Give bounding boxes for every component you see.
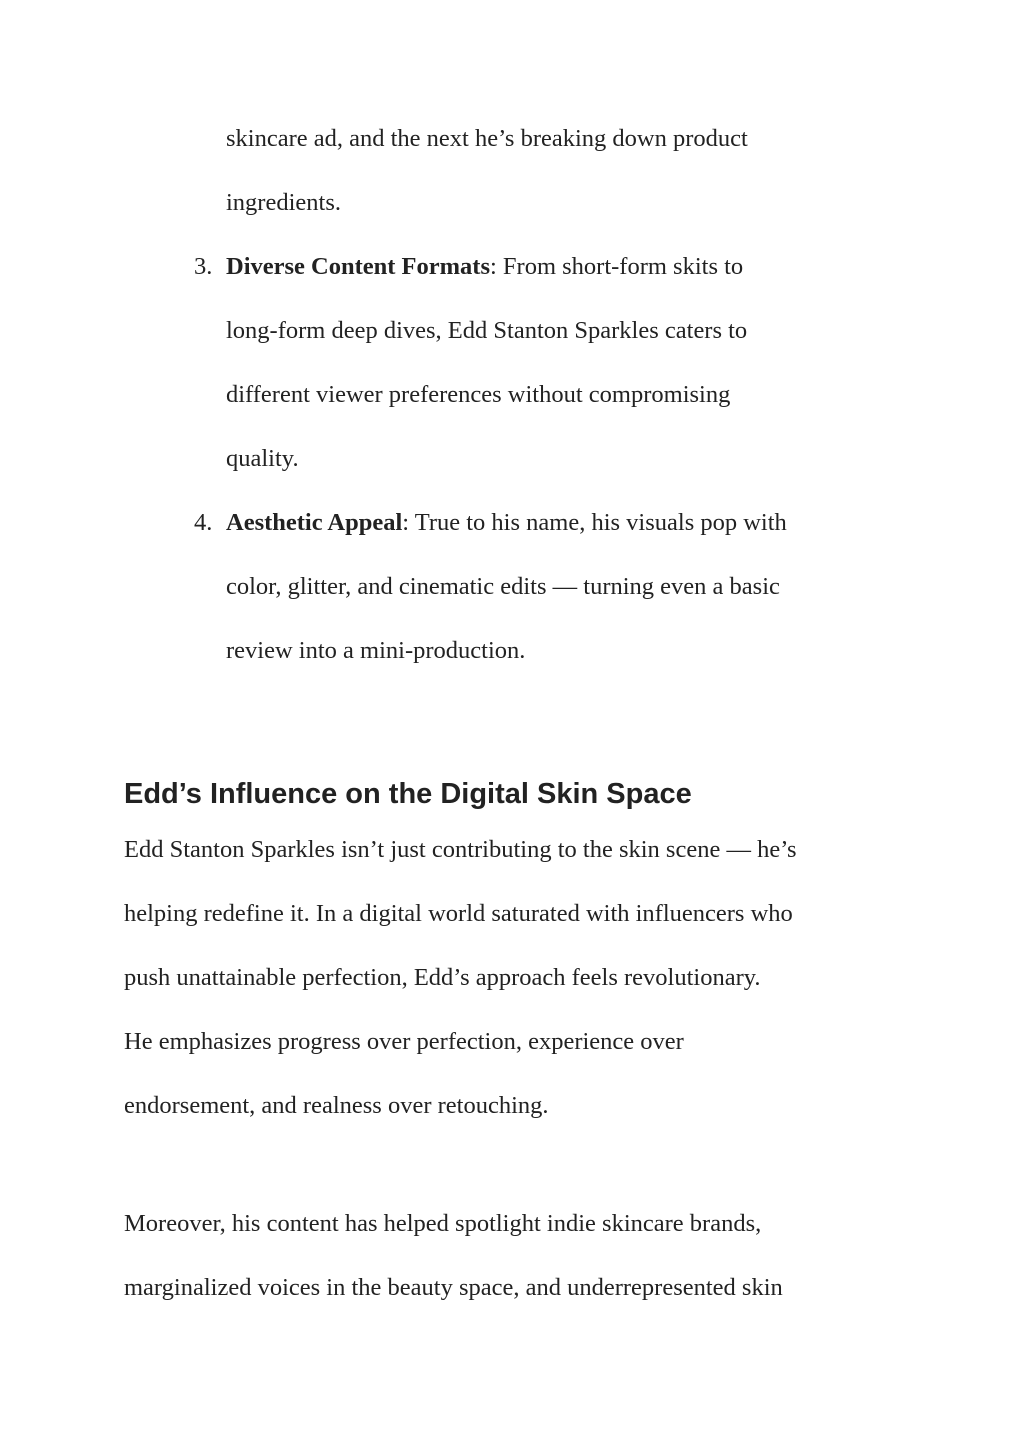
- list-item-line: quality.: [226, 445, 299, 472]
- list-continuation-line: ingredients.: [226, 189, 341, 216]
- paragraph-line: He emphasizes progress over perfection, experience over: [124, 1028, 684, 1055]
- list-item-term: Aesthetic Appeal: [226, 509, 403, 536]
- list-item-first-line: [226, 508, 787, 538]
- list-item-number: 3.: [194, 253, 213, 280]
- list-item-line: review into a mini-production.: [226, 637, 526, 664]
- list-item-term: Diverse Content Formats: [226, 253, 490, 280]
- list-item-line: color, glitter, and cinematic edits — turning even a basic: [226, 573, 780, 600]
- list-item-line: long-form deep dives, Edd Stanton Sparkles caters to: [226, 317, 748, 344]
- list-item-text: : True to his name, his visuals pop with: [402, 509, 787, 536]
- list-item-number: 4.: [194, 509, 213, 536]
- list-continuation-line: skincare ad, and the next he’s breaking down product: [226, 125, 748, 152]
- paragraph-line: push unattainable perfection, Edd’s approach feels revolutionary.: [124, 964, 761, 991]
- list-item-first-line: [226, 252, 743, 282]
- section-heading: Edd’s Influence on the Digital Skin Space: [124, 778, 692, 810]
- list-item-line: different viewer preferences without compromising: [226, 381, 731, 408]
- paragraph-line: helping redefine it. In a digital world saturated with influencers who: [124, 900, 793, 927]
- list-item-text: : From short-form skits to: [490, 253, 744, 280]
- paragraph-line: endorsement, and realness over retouching.: [124, 1092, 549, 1119]
- paragraph-line: marginalized voices in the beauty space, and underrepresented skin: [124, 1274, 783, 1301]
- paragraph-line: Moreover, his content has helped spotlight indie skincare brands,: [124, 1210, 762, 1237]
- paragraph-line: Edd Stanton Sparkles isn’t just contributing to the skin scene — he’s: [124, 836, 797, 863]
